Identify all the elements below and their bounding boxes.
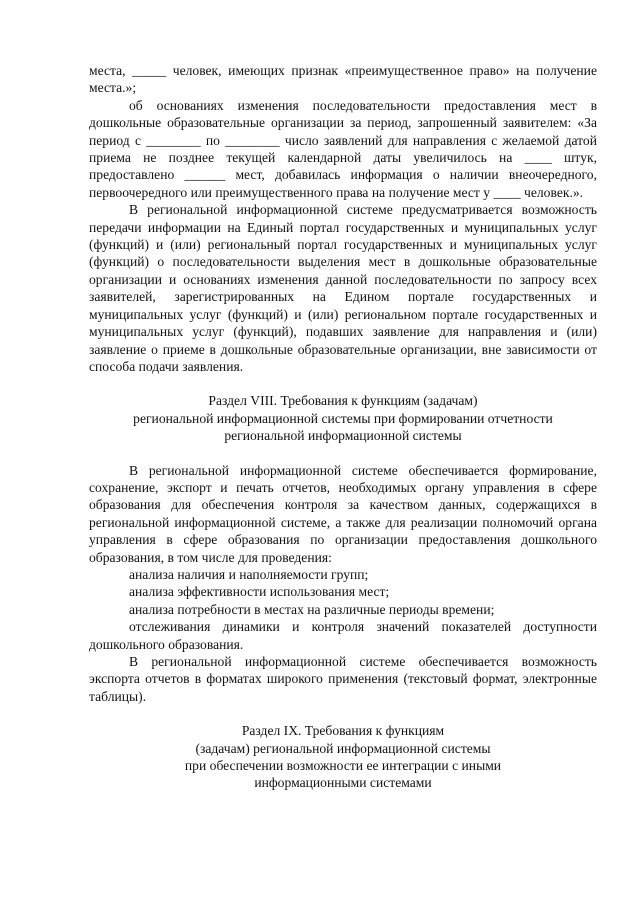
section-9-heading-line: при обеспечении возможности ее интеграции с иными	[184, 758, 502, 774]
section-8-export: В региональной информационной системе обеспечивается возможность экспорта отчетов в форматах широкого применения (текстовый формат, электронные таблицы).	[89, 654, 597, 704]
section-9-heading	[89, 722, 597, 792]
section-8-intro: В региональной информационной системе обеспечивается формирование, сохранение, экспорт и печать отчетов, необходимых органу управления в сфере образования для обеспечения контроля за качеством данных, содержащихся в региональной информационной системе, а также для реализации полномочий органа управления в сфере образования по организации предоставления дошкольного образования, в том числе для проведения:	[89, 462, 597, 565]
list-item: анализа эффективности использования мест;	[129, 584, 390, 600]
section-8-heading-line: региональной информационной системы при формировании отчетности	[133, 410, 553, 426]
paragraph-continuation: места, _____ человек, имеющих признак «преимущественное право» на получение места.»;	[89, 63, 597, 96]
list-item: анализа наличия и наполняемости групп;	[129, 566, 369, 582]
section-9-heading-line: (задачам) региональной информационной системы	[195, 740, 491, 756]
list-item: анализа потребности в местах на различные периоды времени;	[129, 601, 495, 617]
list-item: отслеживания динамики и контроля значений показателей доступности дошкольного образования.	[89, 619, 597, 652]
section-9-heading-line: Раздел IX. Требования к функциям	[241, 723, 445, 739]
paragraph-portal-transfer: В региональной информационной системе предусматривается возможность передачи информации на Единый портал государственных и муниципальных услуг (функций) и (или) региональный портал государственных и муниципальных услуг (функций) о последовательности выделения мест в дошкольные образовательные организации и основаниях изменения данной последовательности по запросу всех заявителей, зарегистрированных на Едином портале государственных и муниципальных услуг (функций) и (или) региональном портале государственных и муниципальных услуг (функций), подавших заявление для направления и (или) заявление о приеме в дошкольные образовательные организации, вне зависимости от способа подачи заявления.	[89, 202, 597, 374]
paragraph-grounds-change: об основаниях изменения последовательности предоставления мест в дошкольные образовательные организации за период, запрошенный заявителем: «За период с ________ по ________ число заявлений для направления с желаемой датой приема не позднее текущей календарной даты увеличилось на ____ штук, предоставлено ______ мест, добавилась информация о наличии внеочередного, первоочередного или преимущественного права на получение мест у ____ человек.».	[89, 97, 597, 200]
section-8-heading	[89, 392, 597, 444]
section-9-heading-line: информационными системами	[254, 775, 432, 791]
section-8-heading-line: Раздел VIII. Требования к функциям (задачам)	[208, 393, 478, 409]
section-8-heading-line: региональной информационной системы	[224, 428, 462, 444]
document-body	[89, 62, 597, 792]
